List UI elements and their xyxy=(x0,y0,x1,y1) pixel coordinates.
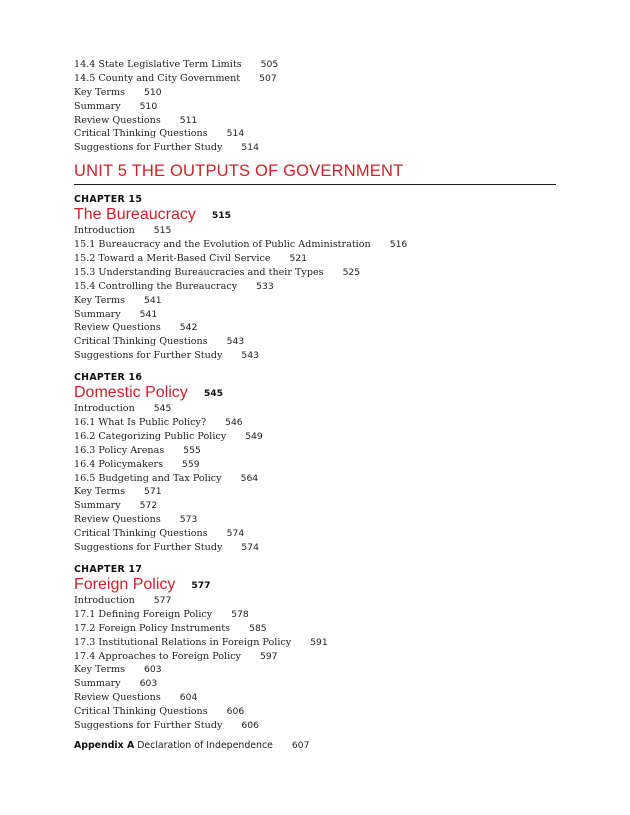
toc-entry-page: 606 xyxy=(226,706,245,718)
toc-entry-page: 549 xyxy=(245,430,263,442)
toc-entry[interactable] xyxy=(74,294,556,308)
chapter-heading[interactable] xyxy=(74,205,556,224)
toc-entry-label: Suggestions for Further Study xyxy=(74,142,223,154)
toc-entry-label: Introduction xyxy=(74,225,135,237)
toc-entry-page: 510 xyxy=(144,86,162,98)
toc-entry-label: Critical Thinking Questions xyxy=(74,706,208,718)
toc-entry-label: Key Terms xyxy=(74,86,125,98)
toc-entry-label: Critical Thinking Questions xyxy=(74,336,208,348)
toc-entry[interactable] xyxy=(74,224,556,238)
toc-entry[interactable] xyxy=(74,266,556,280)
appendix-page: 607 xyxy=(291,739,310,751)
toc-entry-page: 603 xyxy=(139,678,158,690)
toc-entry-page: 514 xyxy=(226,128,245,140)
toc-entry-label: 16.3 Policy Arenas xyxy=(74,444,165,456)
toc-entry[interactable] xyxy=(74,402,556,416)
toc-entry-label: 16.5 Budgeting and Tax Policy xyxy=(74,472,222,484)
toc-entry[interactable] xyxy=(74,472,556,486)
toc-entry-page: 573 xyxy=(179,514,198,526)
toc-entry[interactable] xyxy=(74,349,556,363)
toc-entry-page: 571 xyxy=(144,486,162,498)
toc-entry[interactable] xyxy=(74,663,556,677)
toc-entry-label: Review Questions xyxy=(74,322,161,334)
toc-entry-page: 507 xyxy=(259,72,277,84)
chapter-block xyxy=(74,194,556,363)
toc-entry[interactable] xyxy=(74,58,556,72)
toc-entry[interactable] xyxy=(74,238,556,252)
toc-entry-label: Critical Thinking Questions xyxy=(74,528,208,540)
toc-entry-label: 16.2 Categorizing Public Policy xyxy=(74,430,227,442)
appendix-label: Appendix A xyxy=(74,739,135,751)
toc-entry[interactable] xyxy=(74,308,556,322)
toc-entry-page: 591 xyxy=(310,636,328,648)
toc-entry[interactable] xyxy=(74,541,556,555)
toc-entry-page: 606 xyxy=(241,719,259,731)
toc-entry-label: Critical Thinking Questions xyxy=(74,128,208,140)
toc-entry[interactable] xyxy=(74,485,556,499)
toc-entry-label: 16.4 Policymakers xyxy=(74,458,163,470)
appendix-title: Declaration of Independence xyxy=(137,739,273,751)
toc-entry-page: 546 xyxy=(225,417,243,429)
toc-entry[interactable] xyxy=(74,416,556,430)
toc-entry-label: 15.1 Bureaucracy and the Evolution of Public Administration xyxy=(74,239,371,251)
chapter-label: CHAPTER 15 xyxy=(74,194,143,206)
toc-entry[interactable] xyxy=(74,430,556,444)
toc-entry-page: 559 xyxy=(182,458,200,470)
toc-entry-page: 510 xyxy=(139,100,158,112)
toc-entry[interactable] xyxy=(74,691,556,705)
toc-entry[interactable] xyxy=(74,594,556,608)
toc-entry-label: 16.1 What Is Public Policy? xyxy=(74,417,207,429)
toc-entry-page: 543 xyxy=(241,350,259,362)
chapter-label: CHAPTER 16 xyxy=(74,372,143,384)
table-of-contents xyxy=(74,58,556,752)
toc-entry-label: 14.4 State Legislative Term Limits xyxy=(74,59,242,70)
unit-title[interactable]: UNIT 5 THE OUTPUTS OF GOVERNMENT xyxy=(74,161,556,185)
toc-entry[interactable] xyxy=(74,335,556,349)
toc-entry[interactable] xyxy=(74,444,556,458)
toc-entry-page: 516 xyxy=(389,239,408,251)
toc-entry[interactable] xyxy=(74,513,556,527)
toc-entry[interactable] xyxy=(74,499,556,513)
toc-entry-page: 572 xyxy=(139,500,158,512)
toc-entry-page: 525 xyxy=(342,266,361,278)
toc-entry-page: 541 xyxy=(139,308,158,320)
toc-entry-label: Summary xyxy=(74,500,121,512)
chapter-page: 545 xyxy=(203,388,223,400)
toc-entry-label: 17.2 Foreign Policy Instruments xyxy=(74,622,231,634)
toc-entry-label: Key Terms xyxy=(74,664,125,676)
chapter-page: 515 xyxy=(211,210,232,222)
top-entries xyxy=(74,58,556,155)
chapter-block xyxy=(74,564,556,733)
toc-entry-label: Suggestions for Further Study xyxy=(74,719,223,731)
toc-entry-page: 555 xyxy=(183,444,201,456)
chapter-block xyxy=(74,372,556,555)
toc-entry[interactable] xyxy=(74,280,556,294)
toc-entry-label: 15.3 Understanding Bureaucracies and their Types xyxy=(74,266,324,278)
toc-entry[interactable] xyxy=(74,636,556,650)
toc-entry-label: 15.4 Controlling the Bureaucracy xyxy=(74,280,238,292)
toc-entry[interactable] xyxy=(74,527,556,541)
toc-entry-label: Suggestions for Further Study xyxy=(74,542,223,554)
toc-entry-label: Summary xyxy=(74,308,121,320)
toc-entry-page: 533 xyxy=(256,280,274,292)
chapter-page: 577 xyxy=(191,579,211,591)
toc-entry[interactable] xyxy=(74,86,556,100)
toc-entry-label: Review Questions xyxy=(74,692,161,704)
toc-entry-label: Review Questions xyxy=(74,114,161,126)
toc-entry-label: 17.1 Defining Foreign Policy xyxy=(74,608,213,620)
toc-entry-label: 17.3 Institutional Relations in Foreign Policy xyxy=(74,636,292,648)
toc-entry-page: 545 xyxy=(153,403,172,415)
toc-entry-label: Summary xyxy=(74,100,121,112)
toc-entry[interactable] xyxy=(74,114,556,128)
toc-entry[interactable] xyxy=(74,650,556,664)
toc-entry-page: 511 xyxy=(179,114,198,126)
toc-entry[interactable] xyxy=(74,321,556,335)
toc-entry[interactable] xyxy=(74,458,556,472)
toc-entry[interactable] xyxy=(74,127,556,141)
toc-entry-label: Introduction xyxy=(74,403,135,415)
chapter-heading[interactable] xyxy=(74,575,556,594)
toc-entry-page: 514 xyxy=(241,142,259,154)
toc-entry-label: 15.2 Toward a Merit-Based Civil Service xyxy=(74,253,271,265)
toc-entry-page: 574 xyxy=(241,542,259,554)
toc-entry-label: 14.5 County and City Government xyxy=(74,72,241,84)
toc-entry-page: 564 xyxy=(240,472,259,484)
chapter-title: Domestic Policy xyxy=(74,384,188,402)
toc-entry-page: 521 xyxy=(289,253,308,265)
toc-entry-page: 574 xyxy=(226,528,245,540)
toc-entry-label: Key Terms xyxy=(74,486,125,498)
toc-entry-page: 585 xyxy=(249,622,267,634)
toc-entry-label: Introduction xyxy=(74,594,135,606)
toc-entry-page: 604 xyxy=(179,692,198,704)
toc-entry-label: Summary xyxy=(74,678,121,690)
toc-entry[interactable] xyxy=(74,705,556,719)
toc-entry-page: 541 xyxy=(144,294,162,306)
toc-entry-page: 603 xyxy=(144,664,162,676)
toc-entry-label: Key Terms xyxy=(74,294,125,306)
chapter-title: The Bureaucracy xyxy=(74,206,196,224)
toc-entry-label: Review Questions xyxy=(74,514,161,526)
toc-entry[interactable] xyxy=(74,100,556,114)
chapter-heading[interactable] xyxy=(74,383,556,402)
toc-entry[interactable] xyxy=(74,608,556,622)
toc-entry[interactable] xyxy=(74,719,556,733)
toc-entry-page: 578 xyxy=(231,608,249,620)
toc-entry-page: 505 xyxy=(260,59,279,70)
toc-entry-page: 577 xyxy=(153,594,172,606)
toc-entry-page: 543 xyxy=(226,336,245,348)
toc-entry-label: Suggestions for Further Study xyxy=(74,350,223,362)
toc-entry-page: 597 xyxy=(259,650,278,662)
toc-entry-page: 542 xyxy=(179,322,198,334)
toc-entry[interactable] xyxy=(74,252,556,266)
toc-entry[interactable] xyxy=(74,72,556,86)
toc-entry-label: 17.4 Approaches to Foreign Policy xyxy=(74,650,241,662)
toc-entry-page: 515 xyxy=(153,225,172,237)
toc-entry[interactable] xyxy=(74,141,556,155)
chapter-label: CHAPTER 17 xyxy=(74,563,143,575)
appendix-entry[interactable] xyxy=(74,739,556,752)
chapter-title: Foreign Policy xyxy=(74,575,176,593)
toc-entry[interactable] xyxy=(74,622,556,636)
toc-entry[interactable] xyxy=(74,677,556,691)
